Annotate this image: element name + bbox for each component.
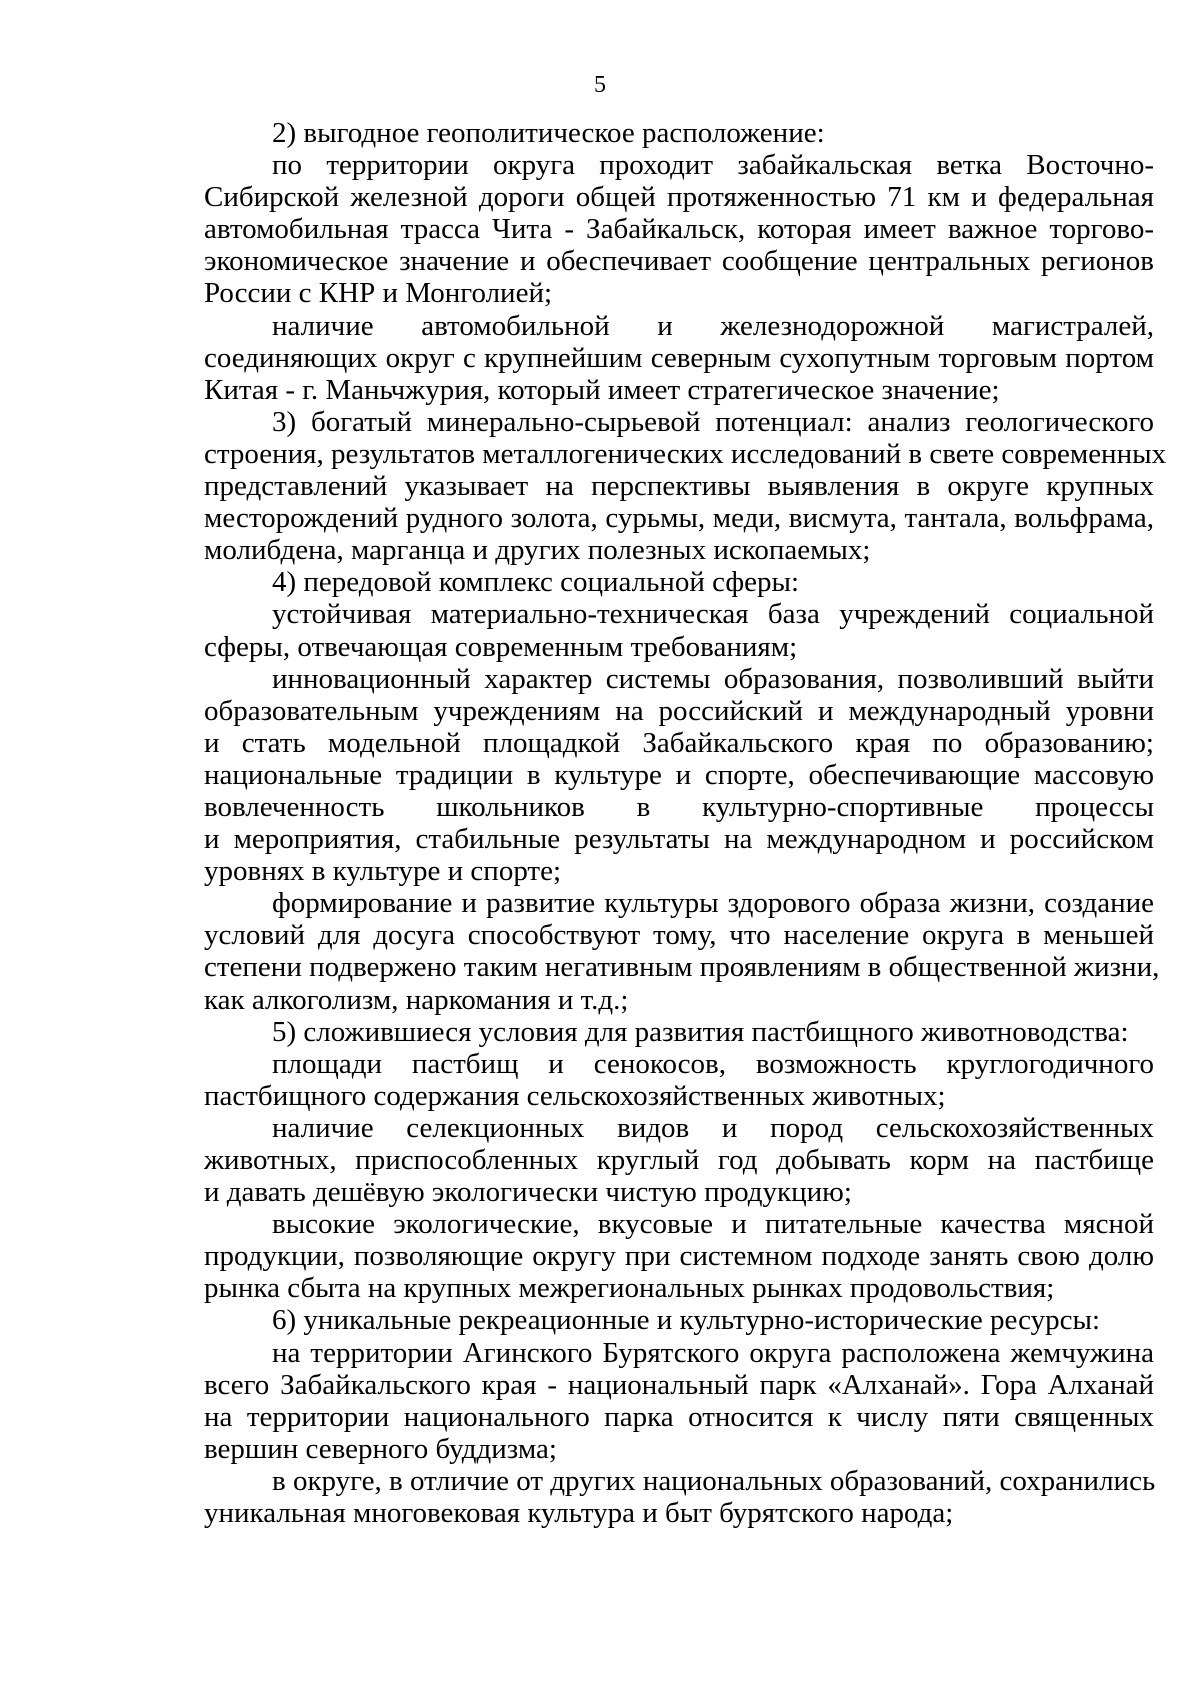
text-line: вовлеченность школьников в культурно-спортивные процессы bbox=[204, 790, 1154, 823]
page-number: 5 bbox=[594, 72, 606, 98]
text-line: по территории округа проходит забайкальская ветка Восточно- bbox=[272, 149, 1154, 182]
text-line: площади пастбищ и сенокосов, возможность круглогодичного bbox=[272, 1047, 1154, 1080]
text-line: формирование и развитие культуры здорового образа жизни, создание bbox=[272, 887, 1154, 920]
text-line: всего Забайкальского края - национальный парк «Алханай». Гора Алханай bbox=[204, 1368, 1154, 1401]
text-line: 3) богатый минерально-сырьевой потенциал: анализ геологического bbox=[272, 405, 1154, 438]
text-line: молибдена, марганца и других полезных ископаемых; bbox=[204, 534, 871, 567]
text-line: устойчивая материально-техническая база учреждений социальной bbox=[272, 598, 1154, 631]
text-line: уникальная многовековая культура и быт бурятского народа; bbox=[204, 1497, 954, 1530]
text-line: соединяющих округ с крупнейшим северным сухопутным торговым портом bbox=[204, 341, 1154, 374]
text-line: степени подвержено таким негативным проявлениям в общественной жизни, bbox=[204, 951, 1160, 984]
text-line: месторождений рудного золота, сурьмы, меди, висмута, тантала, вольфрама, bbox=[204, 502, 1154, 535]
text-line: на территории Агинского Бурятского округа расположена жемчужина bbox=[272, 1336, 1154, 1369]
text-line: и стать модельной площадкой Забайкальского края по образованию; bbox=[204, 726, 1154, 759]
text-line: уровнях в культуре и спорте; bbox=[204, 855, 562, 888]
text-line: представлений указывает на перспективы выявления в округе крупных bbox=[204, 470, 1154, 503]
text-line: рынка сбыта на крупных межрегиональных рынках продовольствия; bbox=[204, 1272, 1055, 1305]
text-line: высокие экологические, вкусовые и питательные качества мясной bbox=[272, 1208, 1154, 1241]
text-line: экономическое значение и обеспечивает сообщение центральных регионов bbox=[204, 245, 1154, 278]
text-line: наличие селекционных видов и пород сельскохозяйственных bbox=[272, 1111, 1154, 1144]
text-line: продукции, позволяющие округу при системном подходе занять свою долю bbox=[204, 1240, 1154, 1273]
text-line: условий для досуга способствуют тому, что население округа в меньшей bbox=[204, 919, 1154, 952]
text-line: в округе, в отличие от других национальных образований, сохранились bbox=[272, 1464, 1156, 1497]
text-line: России с КНР и Монголией; bbox=[204, 277, 553, 310]
text-line: 5) сложившиеся условия для развития пастбищного животноводства: bbox=[272, 1015, 1129, 1048]
text-line: и давать дешёвую экологически чистую продукцию; bbox=[204, 1176, 852, 1209]
text-line: и мероприятия, стабильные результаты на международном и российском bbox=[204, 823, 1154, 856]
text-line: образовательным учреждениям на российский и международный уровни bbox=[204, 694, 1154, 727]
text-line: Сибирской железной дороги общей протяженностью 71 км и федеральная bbox=[204, 181, 1154, 214]
text-line: сферы, отвечающая современным требованиям; bbox=[204, 630, 798, 663]
text-line: наличие автомобильной и железнодорожной магистралей, bbox=[272, 309, 1154, 342]
text-line: животных, приспособленных круглый год добывать корм на пастбище bbox=[204, 1144, 1154, 1176]
text-line: 2) выгодное геополитическое расположение: bbox=[272, 117, 825, 149]
text-line: строения, результатов металлогенических исследований в свете современных bbox=[204, 437, 1167, 470]
text-line: пастбищного содержания сельскохозяйственных животных; bbox=[204, 1079, 946, 1112]
text-line: инновационный характер системы образования, позволивший выйти bbox=[272, 662, 1154, 695]
text-line: Китая - г. Маньчжурия, который имеет стратегическое значение; bbox=[204, 373, 1000, 406]
document-body bbox=[204, 117, 1167, 1530]
text-line: вершин северного буддизма; bbox=[204, 1432, 557, 1465]
text-line: как алкоголизм, наркомания и т.д.; bbox=[204, 983, 629, 1016]
text-line: автомобильная трасса Чита - Забайкальск, которая имеет важное торгово- bbox=[204, 213, 1154, 246]
text-line: на территории национального парка относится к числу пяти священных bbox=[204, 1400, 1154, 1433]
text-line: 6) уникальные рекреационные и культурно-исторические ресурсы: bbox=[272, 1304, 1101, 1337]
text-line: национальные традиции в культуре и спорте, обеспечивающие массовую bbox=[204, 758, 1154, 791]
text-line: 4) передовой комплекс социальной сферы: bbox=[272, 566, 800, 599]
